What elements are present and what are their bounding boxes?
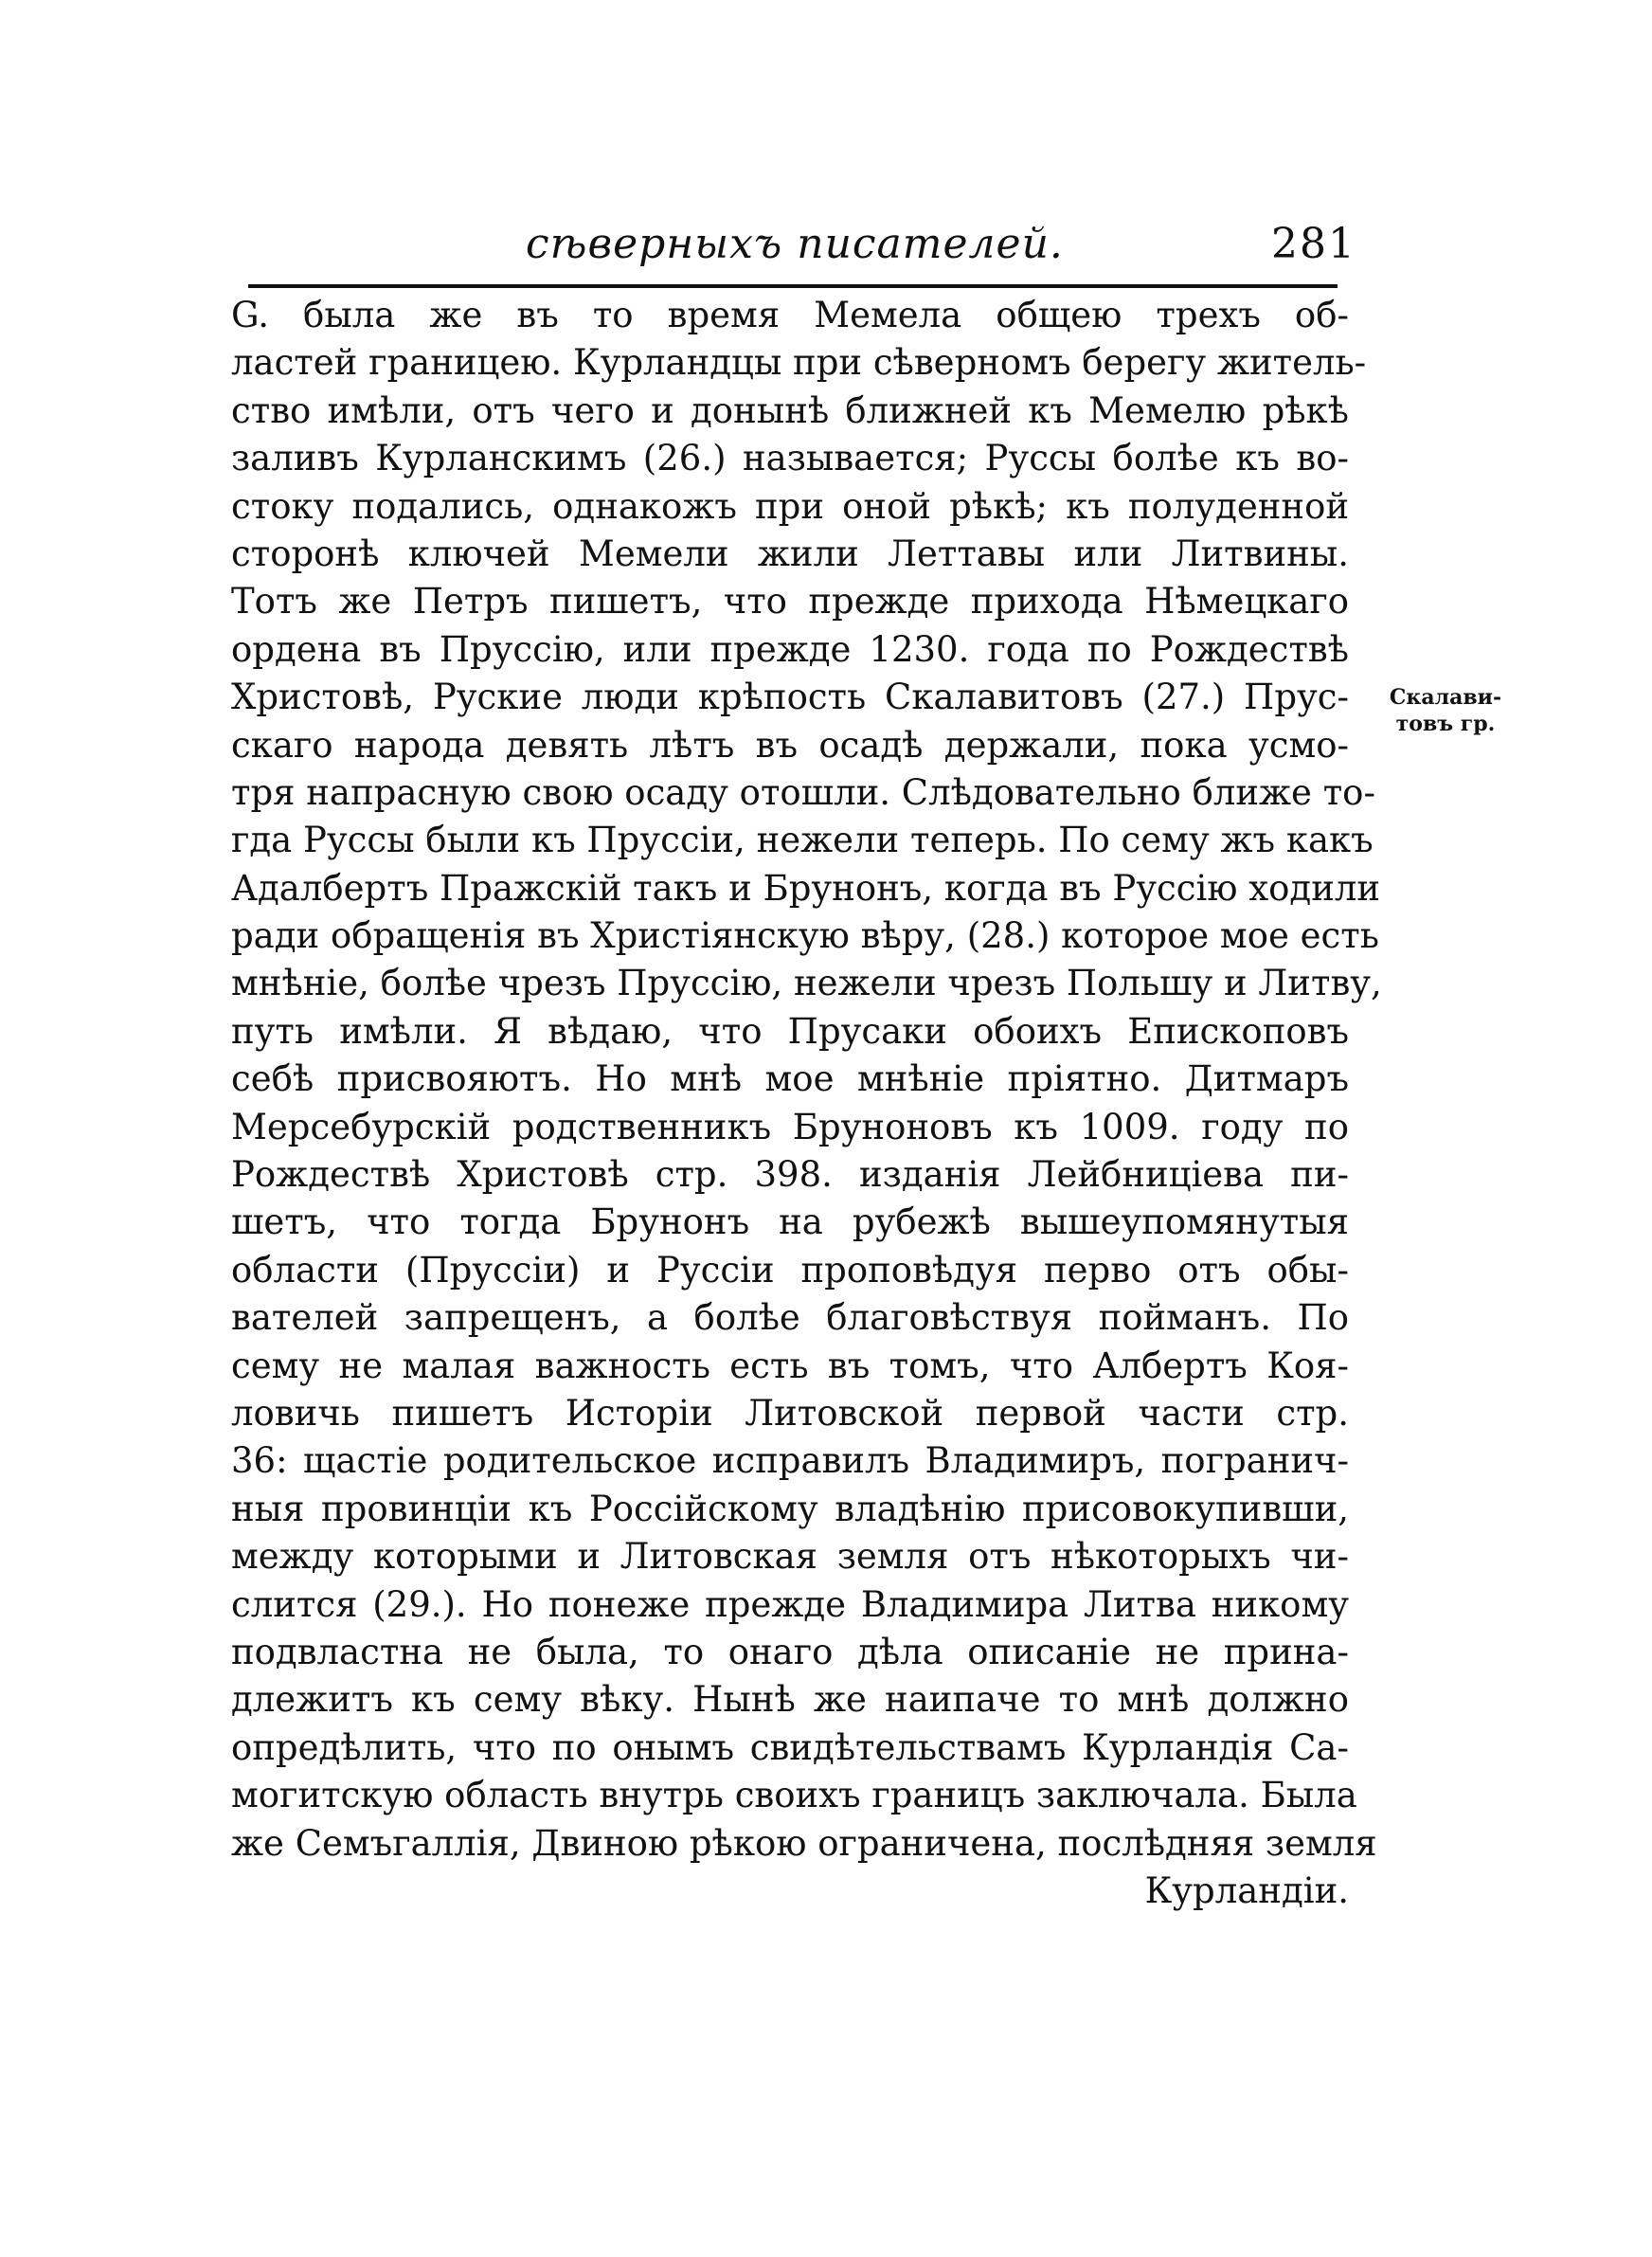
body-text bbox=[231, 292, 1382, 1915]
text-line: вателей запрещенъ, а болѣе благовѣствуя пойманъ. По bbox=[231, 1297, 1349, 1339]
text-line: ловичь пишетъ Исторiи Литовской первой части стр. bbox=[231, 1392, 1349, 1434]
margin-note bbox=[1379, 684, 1512, 737]
text-line: себѣ присвояютъ. Но мнѣ мое мнѣнiе прiятно. Дитмаръ bbox=[231, 1058, 1349, 1100]
text-line: сему не малая важность есть въ томъ, что Албертъ Коя- bbox=[231, 1345, 1349, 1386]
text-line: G. была же въ то время Мемела общею трехъ об- bbox=[231, 295, 1349, 335]
text-line: гда Руссы были къ Пруссiи, нежели теперь. По сему жъ какъ bbox=[231, 820, 1374, 861]
text-line: могитскую область внутрь своихъ границъ заключала. Была bbox=[231, 1775, 1357, 1816]
text-line: ради обращенiя въ Христiянскую вѣру, (28.) которое мое есть bbox=[231, 915, 1379, 957]
running-head: сѣверныхъ писателей. bbox=[526, 220, 1064, 268]
text-line: Адалбертъ Пражскiй такъ и Брунонъ, когда въ Руссiю ходили bbox=[231, 867, 1381, 909]
text-line: между которыми и Литовская земля отъ нѣкоторыхъ чи- bbox=[231, 1536, 1349, 1578]
text-line: ство имѣли, отъ чего и донынѣ ближней къ Мемелю рѣкѣ bbox=[231, 389, 1349, 431]
text-line: Рождествѣ Христовѣ стр. 398. изданiя Лейбницiева пи- bbox=[231, 1154, 1349, 1196]
text-line: Мерсебурскiй родственникъ Бруноновъ къ 1009. году по bbox=[231, 1106, 1349, 1147]
text-line: Христовѣ, Руские люди крѣпость Скалавитовъ (27.) Прус- bbox=[231, 677, 1349, 718]
text-line: тря напрасную свою осаду отошли. Слѣдовательно ближе то- bbox=[231, 771, 1375, 813]
text-line: слится (29.). Но понеже прежде Владимира Литва никому bbox=[231, 1583, 1349, 1625]
page-number: 281 bbox=[1271, 220, 1356, 268]
text-line: опредѣлить, что по онымъ свидѣтельствамъ Курландiя Са- bbox=[231, 1726, 1349, 1768]
text-line: 36: щастiе родительское исправилъ Владимиръ, погранич- bbox=[231, 1440, 1349, 1482]
header-rule bbox=[248, 284, 1338, 288]
text-line: же Семъгаллiя, Двиною рѣкою ограничена, послѣдняя земля bbox=[231, 1822, 1377, 1864]
text-line: заливъ Курланскимъ (26.) называется; Руссы болѣе къ во- bbox=[231, 438, 1349, 479]
text-line: ордена въ Пруссiю, или прежде 1230. года по Рождествѣ bbox=[231, 628, 1349, 670]
text-line: путь имѣли. Я вѣдаю, что Прусаки обоихъ Епископовъ bbox=[231, 1010, 1349, 1052]
text-line: мнѣнiе, болѣе чрезъ Пруссiю, нежели чрезъ Польшу и Литву, bbox=[231, 963, 1382, 1004]
text-line: области (Пруссiи) и Руссiи проповѣдуя перво отъ обы- bbox=[231, 1249, 1349, 1291]
text-line: сторонѣ ключей Мемели жили Леттавы или Литвины. bbox=[231, 533, 1349, 574]
text-line: ныя провинцiи къ Россiйскому владѣнiю присовокупивши, bbox=[231, 1488, 1349, 1529]
text-line: шетъ, что тогда Брунонъ на рубежѣ вышеупомянутыя bbox=[231, 1201, 1349, 1243]
text-line: Тотъ же Петръ пишетъ, что прежде прихода Нѣмецкаго bbox=[231, 581, 1349, 623]
text-line: Курландiи. bbox=[1144, 1869, 1349, 1911]
text-line: ластей границею. Курландцы при сѣверномъ берегу житель- bbox=[231, 342, 1367, 384]
margin-note-line: товъ гр. bbox=[1395, 712, 1496, 736]
text-line: скаго народа девять лѣтъ въ осадѣ держали, пока усмо- bbox=[231, 724, 1349, 766]
text-line: длежитъ къ сему вѣку. Нынѣ же наипаче то мнѣ должно bbox=[231, 1679, 1349, 1721]
text-line: стоку подались, однакожъ при оной рѣкѣ; къ полуденной bbox=[231, 485, 1349, 527]
margin-note-line: Скалави- bbox=[1389, 685, 1502, 710]
text-line: подвластна не была, то онаго дѣла описанiе не прина- bbox=[231, 1631, 1349, 1672]
